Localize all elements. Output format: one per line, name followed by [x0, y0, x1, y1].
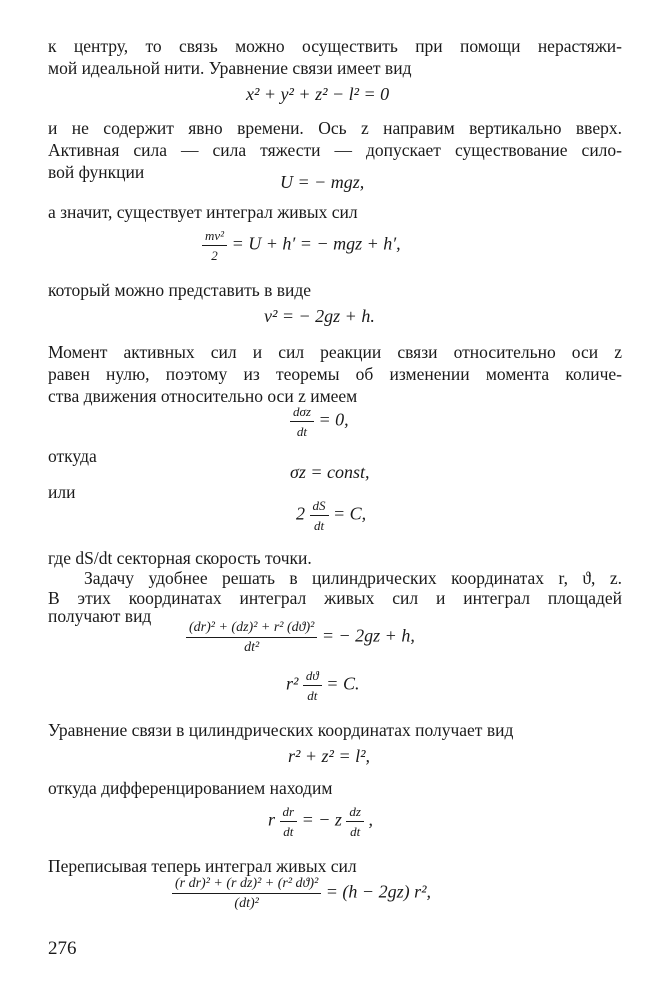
text-line: В этих координатах интеграл живых сил и интеграл площадей	[48, 588, 622, 608]
text-line: и не содержит явно времени. Ось z направим вертикально вверх.	[48, 118, 622, 138]
equation-moment: $\frac{\text{dσz}}{dt}$ = 0,	[290, 404, 349, 439]
text-line: Уравнение связи в цилиндрических координатах получает вид	[48, 720, 514, 740]
equation-vis-viva: $\frac{\text{mv²}}{2}$ = U + h′ = − mgz + h′,	[202, 228, 401, 263]
equation-cylindrical-vis-viva: $\frac{\text{(dr)² + (dz)² + r² (dϑ)²}}{\text{dt²}}$ = − 2gz + h,	[186, 620, 415, 655]
text-line: ства движения относительно оси z имеем	[48, 386, 358, 406]
text-line: откуда	[48, 446, 97, 466]
fraction: $\frac{\text{(dr)² + (dz)² + r² (dϑ)²}}{\text{dt²}}$	[186, 620, 317, 655]
equation-differentiated: r $\frac{dr}{dt}$ = − z $\frac{dz}{dt}$ ,	[268, 804, 373, 839]
equation-area: 2 $\frac{dS}{dt}$ = C,	[296, 498, 367, 533]
text-line: или	[48, 482, 76, 502]
page-number: 276	[48, 938, 77, 959]
text-line: Задачу удобнее решать в цилиндрических координатах r, ϑ, z.	[84, 568, 622, 588]
fraction: $\frac{dr}{dt}$	[280, 804, 298, 839]
text-line: Переписывая теперь интеграл живых сил	[48, 856, 357, 876]
fraction: $\frac{dϑ}{dt}$	[303, 668, 322, 703]
equation-cylindrical-constraint: r² + z² = l²,	[288, 746, 370, 766]
text-line: к центру, то связь можно осуществить при помощи нерастяжи-	[48, 36, 622, 56]
text-line: мой идеальной нити. Уравнение связи имеет вид	[48, 58, 412, 78]
fraction: $\frac{dz}{dt}$	[346, 804, 364, 839]
text-line: откуда дифференцированием находим	[48, 778, 333, 798]
fraction: $\frac{\text{mv²}}{2}$	[202, 228, 227, 263]
text-line: вой функции	[48, 162, 145, 182]
text-line: а значит, существует интеграл живых сил	[48, 202, 358, 222]
text-line: Момент активных сил и сил реакции связи относительно оси z	[48, 342, 622, 362]
text-line: где dS/dt секторная скорость точки.	[48, 548, 312, 568]
text-line: который можно представить в виде	[48, 280, 312, 300]
fraction: $\frac{\text{(r dr)² + (r dz)² + (r² dϑ)²}}{\text{(dt)²}}$	[172, 876, 321, 911]
text-line: равен нулю, поэтому из теоремы об изменении момента количе-	[48, 364, 622, 384]
equation-rewritten-vis-viva: $\frac{\text{(r dr)² + (r dz)² + (r² dϑ)²}}{\text{(dt)²}}$ = (h − 2gz) r²,	[172, 876, 431, 911]
fraction: $\frac{\text{dσz}}{dt}$	[290, 404, 314, 439]
equation-constraint: x² + y² + z² − l² = 0	[246, 84, 390, 104]
equation-force-function: U = − mgz,	[280, 172, 365, 192]
equation-const: σz = const,	[290, 462, 370, 482]
equation-velocity: v² = − 2gz + h.	[264, 306, 375, 326]
equation-cylindrical-area: r² $\frac{dϑ}{dt}$ = C.	[286, 668, 360, 703]
text-line: Активная сила — сила тяжести — допускает существование сило-	[48, 140, 622, 160]
fraction: $\frac{dS}{dt}$	[310, 498, 329, 533]
text-line: получают вид	[48, 606, 152, 626]
